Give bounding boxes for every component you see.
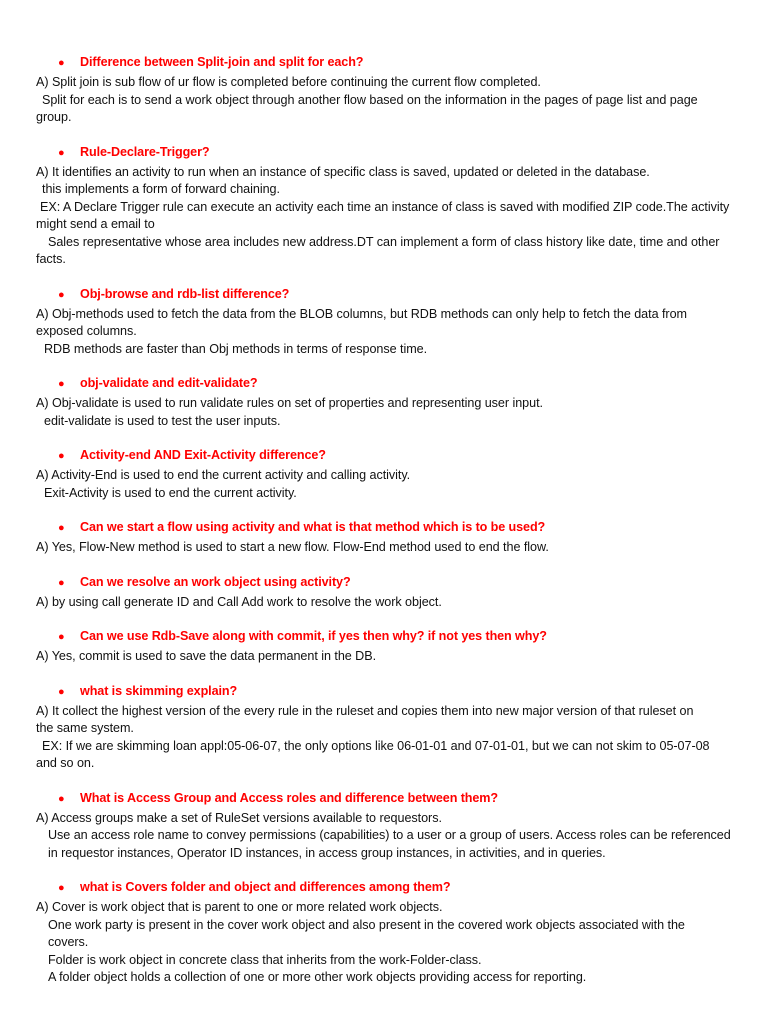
question-text: Difference between Split-join and split for each? <box>80 55 364 69</box>
answer-line: A) Activity-End is used to end the current activity and calling activity. <box>36 468 411 482</box>
question-text: Obj-browse and rdb-list difference? <box>80 286 290 301</box>
answer-line: A) by using call generate ID and Call Add work to resolve the work object. <box>36 594 442 609</box>
bullet-dot-icon: ● <box>58 882 65 894</box>
answer-line: A) It collect the highest version of the every rule in the ruleset and copies them into new major version of that ruleset on <box>36 703 694 718</box>
answer-line: A) Yes, commit is used to save the data permanent in the DB. <box>36 649 377 663</box>
question-text: What is Access Group and Access roles and difference between them? <box>80 790 498 805</box>
question-heading <box>36 447 736 465</box>
bullet-dot-icon: ● <box>58 288 65 301</box>
question-text: Can we resolve an work object using activity? <box>80 574 351 589</box>
answer-line: edit-validate is used to test the user inputs. <box>44 413 281 428</box>
bullet-dot-icon: ● <box>58 631 65 643</box>
question-text: obj-validate and edit-validate? <box>80 376 258 390</box>
answer-line: A) Yes, Flow-New method is used to start a new flow. Flow-End method used to end the flow. <box>36 540 549 554</box>
answer-line: this implements a form of forward chaining. <box>42 182 280 196</box>
question-text: what is skimming explain? <box>80 683 238 698</box>
qa-block <box>36 628 736 666</box>
bullet-dot-icon: ● <box>58 57 65 69</box>
answer-line: EX: If we are skimming loan appl:05-06-07, the only options like 06-01-01 and 07-01-01, but we can not skim to 05-07-08 <box>42 738 710 753</box>
qa-block <box>36 286 736 359</box>
question-heading <box>36 519 736 537</box>
document-page <box>36 54 736 1004</box>
answer-line: A) Cover is work object that is parent to one or more related work objects. <box>36 900 443 914</box>
question-text: what is Covers folder and object and differences among them? <box>80 880 451 894</box>
qa-block <box>36 574 736 612</box>
question-heading <box>36 790 736 808</box>
answer-line: A) It identifies an activity to run when an instance of specific class is saved, updated or deleted in the database. <box>36 164 650 179</box>
answer-line: A) Access groups make a set of RuleSet versions available to requestors. <box>36 810 442 825</box>
question-text: Activity-end AND Exit-Activity difference? <box>80 448 326 462</box>
qa-block <box>36 879 736 987</box>
answer-line: the same system. <box>36 721 134 735</box>
qa-block <box>36 54 736 127</box>
question-heading <box>36 683 736 701</box>
answer-line: Sales representative whose area includes new address.DT can implement a form of class history like date, time and other <box>48 234 720 249</box>
question-heading <box>36 144 736 162</box>
bullet-dot-icon: ● <box>58 146 65 159</box>
answer-line: covers. <box>48 935 89 949</box>
answer-line: Split for each is to send a work object through another flow based on the information in the pages of page list and page <box>42 92 698 107</box>
answer-line: Folder is work object in concrete class that inherits from the work-Folder-class. <box>48 952 482 967</box>
answer-line: might send a email to <box>36 217 155 231</box>
answer-line: exposed columns. <box>36 324 137 338</box>
answer-line: group. <box>36 110 72 124</box>
qa-block <box>36 519 736 557</box>
answer-line: A) Obj-validate is used to run validate rules on set of properties and representing user input. <box>36 396 543 410</box>
question-heading <box>36 286 736 304</box>
question-heading <box>36 375 736 393</box>
bullet-dot-icon: ● <box>58 450 65 462</box>
answer-line: and so on. <box>36 756 95 770</box>
bullet-dot-icon: ● <box>58 576 65 589</box>
qa-block <box>36 683 736 773</box>
qa-block <box>36 144 736 269</box>
answer-line: A) Obj-methods used to fetch the data from the BLOB columns, but RDB methods can only help to fetch the data from <box>36 306 687 321</box>
bullet-dot-icon: ● <box>58 685 65 698</box>
bullet-dot-icon: ● <box>58 378 65 390</box>
question-heading <box>36 54 736 72</box>
bullet-dot-icon: ● <box>58 792 65 805</box>
answer-line: A folder object holds a collection of one or more other work objects providing access for reporting. <box>48 970 587 984</box>
answer-line: Use an access role name to convey permissions (capabilities) to a user or a group of users. Access roles can be referenced <box>48 828 731 842</box>
question-text: Rule-Declare-Trigger? <box>80 144 210 159</box>
qa-block <box>36 375 736 430</box>
question-text: Can we use Rdb-Save along with commit, if yes then why? if not yes then why? <box>80 629 547 643</box>
answer-line: A) Split join is sub flow of ur flow is completed before continuing the current flow completed. <box>36 75 541 89</box>
bullet-dot-icon: ● <box>58 522 65 534</box>
answer-line: Exit-Activity is used to end the current activity. <box>44 485 297 500</box>
question-heading <box>36 574 736 592</box>
answer-line: RDB methods are faster than Obj methods in terms of response time. <box>44 341 428 356</box>
qa-block <box>36 790 736 863</box>
question-heading <box>36 628 736 646</box>
answer-line: facts. <box>36 252 66 266</box>
question-heading <box>36 879 736 897</box>
answer-line: EX: A Declare Trigger rule can execute an activity each time an instance of class is saved with modified ZIP code.The activity <box>40 199 730 214</box>
answer-line: in requestor instances, Operator ID instances, in access group instances, in activities, and in queries. <box>48 845 606 860</box>
answer-line: One work party is present in the cover work object and also present in the covered work objects associated with the <box>48 917 685 932</box>
qa-block <box>36 447 736 502</box>
question-text: Can we start a flow using activity and what is that method which is to be used? <box>80 520 546 534</box>
